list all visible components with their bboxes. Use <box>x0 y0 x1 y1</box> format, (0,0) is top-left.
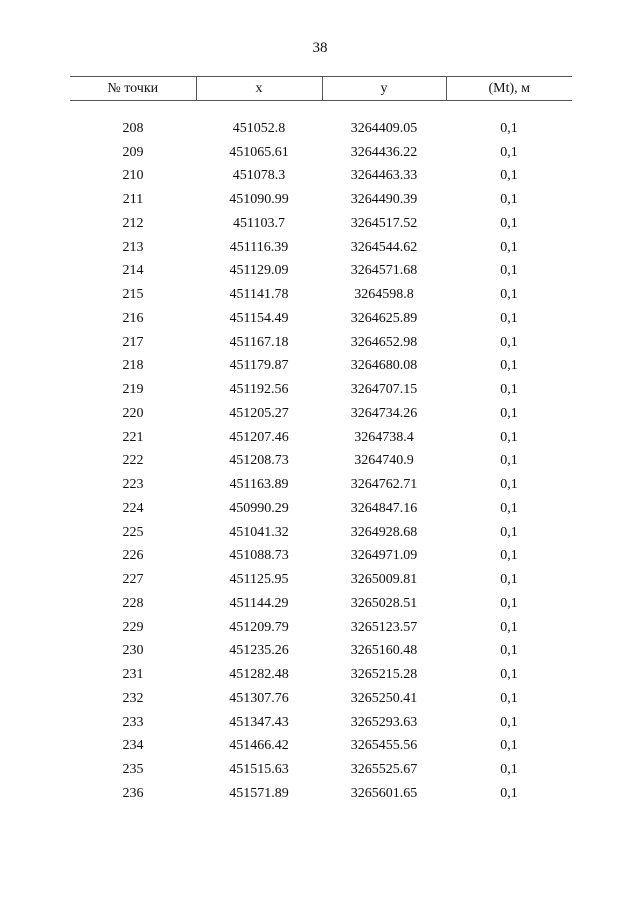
cell-accuracy: 0,1 <box>500 263 518 279</box>
cell-y: 3264490.39 <box>350 192 418 208</box>
table-row <box>70 331 572 355</box>
table-row <box>70 592 572 616</box>
table-row <box>70 616 572 640</box>
table-row <box>70 545 572 569</box>
cell-point-number: 224 <box>122 500 144 516</box>
cell-point-number: 235 <box>122 762 144 778</box>
cell-point-number: 234 <box>122 738 144 754</box>
cell-point-number: 223 <box>122 477 144 493</box>
table-row <box>70 521 572 545</box>
table-row <box>70 782 572 806</box>
table-body <box>70 101 572 806</box>
table-row <box>70 236 572 260</box>
cell-accuracy: 0,1 <box>500 738 518 754</box>
cell-x: 451090.99 <box>229 192 289 208</box>
cell-x: 451163.89 <box>229 477 289 493</box>
cell-accuracy: 0,1 <box>500 239 518 255</box>
table-header <box>70 77 572 101</box>
table-row <box>70 355 572 379</box>
cell-accuracy: 0,1 <box>500 334 518 350</box>
cell-x: 451052.8 <box>232 120 286 136</box>
cell-x: 451347.43 <box>229 714 289 730</box>
cell-x: 451282.48 <box>229 667 289 683</box>
table-row <box>70 141 572 165</box>
header-row <box>70 77 572 101</box>
table-row <box>70 283 572 307</box>
cell-accuracy: 0,1 <box>500 524 518 540</box>
cell-point-number: 210 <box>122 168 144 184</box>
cell-x: 451125.95 <box>229 572 289 588</box>
header-accuracy: (Mt), м <box>446 77 572 101</box>
cell-x: 451307.76 <box>229 690 289 706</box>
cell-accuracy: 0,1 <box>500 358 518 374</box>
cell-y: 3265601.65 <box>350 785 418 801</box>
cell-y: 3264517.52 <box>350 215 418 231</box>
cell-point-number: 228 <box>122 595 144 611</box>
cell-point-number: 215 <box>122 287 144 303</box>
cell-x: 451515.63 <box>229 762 289 778</box>
cell-accuracy: 0,1 <box>500 215 518 231</box>
table-row <box>70 687 572 711</box>
cell-x: 451167.18 <box>229 334 289 350</box>
cell-y: 3265028.51 <box>350 595 418 611</box>
cell-y: 3264680.08 <box>350 358 418 374</box>
cell-y: 3264847.16 <box>350 500 418 516</box>
cell-x: 451144.29 <box>229 595 289 611</box>
cell-accuracy: 0,1 <box>500 429 518 445</box>
cell-y: 3264598.8 <box>354 287 414 303</box>
cell-x: 451466.42 <box>229 738 289 754</box>
cell-accuracy: 0,1 <box>500 667 518 683</box>
table-row <box>70 640 572 664</box>
cell-point-number: 226 <box>122 548 144 564</box>
cell-y: 3265525.67 <box>350 762 418 778</box>
cell-y: 3264738.4 <box>354 429 414 445</box>
cell-point-number: 227 <box>122 572 144 588</box>
cell-x: 451154.49 <box>229 310 289 326</box>
cell-point-number: 220 <box>122 405 144 421</box>
table-row <box>70 188 572 212</box>
cell-point-number: 209 <box>122 144 144 160</box>
cell-point-number: 230 <box>122 643 144 659</box>
cell-y: 3264652.98 <box>350 334 418 350</box>
cell-accuracy: 0,1 <box>500 619 518 635</box>
table-row <box>70 378 572 402</box>
cell-y: 3264707.15 <box>350 382 418 398</box>
table-row <box>70 212 572 236</box>
cell-y: 3264740.9 <box>354 453 414 469</box>
cell-x: 451192.56 <box>229 382 289 398</box>
table-row <box>70 663 572 687</box>
cell-x: 451209.79 <box>229 619 289 635</box>
page-number: 38 <box>312 40 328 56</box>
cell-y: 3264436.22 <box>350 144 418 160</box>
cell-accuracy: 0,1 <box>500 785 518 801</box>
cell-x: 451116.39 <box>229 239 289 255</box>
table-row <box>70 568 572 592</box>
header-spacer <box>70 101 572 118</box>
cell-accuracy: 0,1 <box>500 120 518 136</box>
cell-x: 451041.32 <box>229 524 289 540</box>
cell-accuracy: 0,1 <box>500 714 518 730</box>
table-row <box>70 450 572 474</box>
cell-y: 3264544.62 <box>350 239 418 255</box>
cell-y: 3265455.56 <box>350 738 418 754</box>
cell-accuracy: 0,1 <box>500 500 518 516</box>
cell-x: 451141.78 <box>229 287 289 303</box>
coordinates-table <box>70 76 572 806</box>
cell-x: 451065.61 <box>229 144 289 160</box>
cell-x: 451078.3 <box>232 168 286 184</box>
cell-accuracy: 0,1 <box>500 690 518 706</box>
cell-point-number: 222 <box>122 453 144 469</box>
cell-accuracy: 0,1 <box>500 310 518 326</box>
header-point-number: № точки <box>70 77 196 101</box>
table-row <box>70 165 572 189</box>
cell-point-number: 218 <box>122 358 144 374</box>
cell-y: 3265293.63 <box>350 714 418 730</box>
cell-y: 3264762.71 <box>350 477 418 493</box>
cell-accuracy: 0,1 <box>500 595 518 611</box>
cell-accuracy: 0,1 <box>500 382 518 398</box>
cell-y: 3264971.09 <box>350 548 418 564</box>
cell-y: 3265009.81 <box>350 572 418 588</box>
cell-y: 3264625.89 <box>350 310 418 326</box>
cell-accuracy: 0,1 <box>500 762 518 778</box>
cell-y: 3264734.26 <box>350 405 418 421</box>
cell-y: 3264571.68 <box>350 263 418 279</box>
cell-x: 451179.87 <box>229 358 289 374</box>
cell-y: 3265215.28 <box>350 667 418 683</box>
cell-y: 3265123.57 <box>350 619 418 635</box>
cell-x: 451235.26 <box>229 643 289 659</box>
table-row <box>70 117 572 141</box>
cell-accuracy: 0,1 <box>500 287 518 303</box>
cell-accuracy: 0,1 <box>500 643 518 659</box>
cell-y: 3265160.48 <box>350 643 418 659</box>
table-row <box>70 307 572 331</box>
header-x: x <box>196 77 322 101</box>
cell-x: 450990.29 <box>229 500 289 516</box>
cell-point-number: 232 <box>122 690 144 706</box>
cell-x: 451207.46 <box>229 429 289 445</box>
cell-accuracy: 0,1 <box>500 192 518 208</box>
table-row <box>70 758 572 782</box>
cell-accuracy: 0,1 <box>500 572 518 588</box>
cell-y: 3264463.33 <box>350 168 418 184</box>
cell-accuracy: 0,1 <box>500 548 518 564</box>
cell-point-number: 233 <box>122 714 144 730</box>
cell-accuracy: 0,1 <box>500 168 518 184</box>
cell-point-number: 219 <box>122 382 144 398</box>
table-row <box>70 735 572 759</box>
cell-y: 3264928.68 <box>350 524 418 540</box>
cell-point-number: 216 <box>122 310 144 326</box>
table-row <box>70 260 572 284</box>
table-row <box>70 426 572 450</box>
cell-accuracy: 0,1 <box>500 144 518 160</box>
cell-accuracy: 0,1 <box>500 405 518 421</box>
cell-point-number: 225 <box>122 524 144 540</box>
cell-x: 451088.73 <box>229 548 289 564</box>
cell-point-number: 213 <box>122 239 144 255</box>
cell-point-number: 221 <box>122 429 144 445</box>
cell-x: 451205.27 <box>229 405 289 421</box>
cell-point-number: 231 <box>122 667 144 683</box>
table-row <box>70 497 572 521</box>
cell-accuracy: 0,1 <box>500 477 518 493</box>
table-row <box>70 473 572 497</box>
cell-x: 451129.09 <box>229 263 289 279</box>
cell-point-number: 211 <box>122 192 144 208</box>
table-row <box>70 711 572 735</box>
cell-x: 451571.89 <box>229 785 289 801</box>
cell-point-number: 214 <box>122 263 144 279</box>
header-y: y <box>322 77 446 101</box>
cell-point-number: 229 <box>122 619 144 635</box>
table-row <box>70 402 572 426</box>
cell-x: 451208.73 <box>229 453 289 469</box>
cell-point-number: 236 <box>122 785 144 801</box>
cell-point-number: 212 <box>122 215 144 231</box>
cell-x: 451103.7 <box>233 215 285 231</box>
cell-point-number: 208 <box>122 120 144 136</box>
cell-y: 3265250.41 <box>350 690 418 706</box>
cell-point-number: 217 <box>122 334 144 350</box>
cell-accuracy: 0,1 <box>500 453 518 469</box>
cell-y: 3264409.05 <box>350 120 418 136</box>
